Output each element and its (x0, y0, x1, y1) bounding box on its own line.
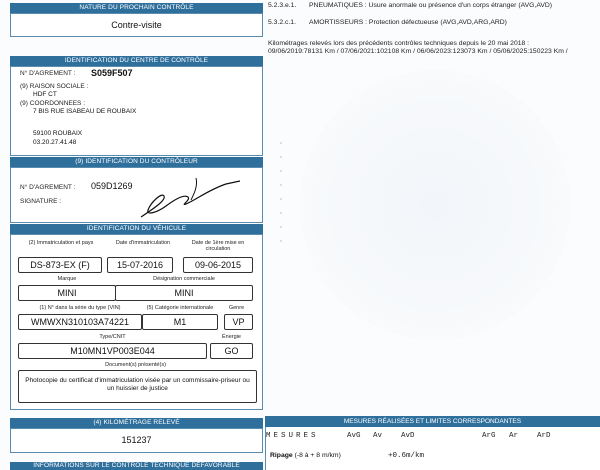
ripage-limits: (-8 à + 8 m/km) (294, 452, 341, 459)
vin-field: WMWXN310103A74221 (18, 314, 142, 330)
categorie-field: M1 (142, 314, 218, 330)
designation-caption: Désignation commerciale (153, 276, 215, 282)
defect1-code: 5.2.3.e.1. (268, 2, 297, 9)
vehicule-box (10, 234, 263, 410)
ripage-value: +0.6m/km (388, 452, 425, 460)
vehicule-header: IDENTIFICATION DU VÉHICULE (10, 224, 263, 234)
mesures-label: MESURES (266, 432, 319, 440)
perforation-dots (275, 130, 287, 254)
nature-header: NATURE DU PROCHAIN CONTRÔLE (10, 3, 263, 13)
raison-label: (9) RAISON SOCIALE : (20, 83, 89, 90)
energie-field: GO (210, 343, 253, 359)
defect2-code: 5.3.2.c.1. (268, 19, 296, 26)
col-avd: AvD (401, 432, 415, 440)
ripage-label (270, 452, 341, 459)
mesures-header: MESURES RÉALISÉES ET LIMITES CORRESPONDANTES (265, 416, 600, 427)
ripage-title: Ripage (270, 452, 293, 459)
km-box (10, 428, 263, 453)
vin-caption: (1) N° dans la série du type (VIN) (39, 305, 121, 311)
col-ar: Ar (509, 432, 519, 440)
marque-field: MINI (18, 285, 116, 301)
designation-field: MINI (115, 285, 253, 301)
nature-box (10, 13, 263, 37)
col-arg: ArG (482, 432, 496, 440)
signature-image (136, 172, 246, 222)
documents-caption: Document(s) présenté(s) (105, 362, 166, 368)
centre-box (10, 66, 263, 156)
address-line2: 59100 ROUBAIX (33, 130, 83, 137)
type-field: M10MN1VP003E044 (18, 343, 207, 359)
bottom-header: INFORMATIONS SUR LE CONTRÔLE TECHNIQUE DÉFAVORABLE (10, 462, 263, 470)
signature-label: SIGNATURE : (20, 198, 62, 205)
controleur-header: (9) IDENTIFICATION DU CONTRÔLEUR (10, 157, 263, 167)
centre-phone: 03.20.27.41.48 (33, 139, 77, 146)
controleur-agrement-label: N° D'AGREMENT : (20, 184, 76, 191)
centre-header: IDENTIFICATION DU CENTRE DE CONTRÔLE (10, 56, 263, 66)
km-history: Kilométrages relevés lors des précédents contrôles techniques depuis le 20 mai 2018 : 09/06/2019:78131 Km / 07/06/2021:102108 Km / 06/06/2023:123073 Km / 05/06/2025:150223 Km / (268, 40, 568, 56)
centre-agrement-value: S059F507 (91, 68, 133, 78)
date-immat-caption: Date d'immatriculation (115, 240, 171, 246)
col-av: Av (373, 432, 383, 440)
immat-caption: (2) Immatriculation et pays (28, 240, 94, 246)
energie-caption: Énergie (222, 334, 241, 340)
col-ard: ArD (537, 432, 551, 440)
defect2-text: AMORTISSEURS : Protection défectueuse (AVG,AVD,ARG,ARD) (309, 19, 507, 26)
watermark-seal (300, 70, 570, 340)
type-caption: Type/CNIT (99, 334, 126, 340)
documents-field: Photocopie du certificat d'immatriculation visée par un commissaire-priseur ou un huissier de justice (18, 370, 257, 403)
controleur-box (10, 167, 263, 223)
km-value: 151237 (121, 435, 152, 445)
categorie-caption: (5) Catégorie internationale (146, 305, 214, 311)
date-service-field: 09-06-2015 (183, 257, 253, 273)
marque-caption: Marque (57, 276, 77, 282)
address-line1: 7 BIS RUE ISABEAU DE ROUBAIX (33, 108, 137, 115)
coord-label: (9) COORDONNEES : (20, 100, 86, 107)
col-avg: AvG (347, 432, 361, 440)
date-immat-field: 15-07-2016 (107, 257, 173, 273)
nature-value: Contre-visite (111, 20, 162, 30)
raison-value: HDF CT (33, 91, 57, 98)
km-header: (4) KILOMÉTRAGE RELEVÉ (10, 418, 263, 428)
defect1-text: PNEUMATIQUES : Usure anormale ou présence d'un corps étranger (AVG,AVD) (309, 2, 553, 9)
immat-field: DS-873-EX (F) (18, 257, 102, 273)
genre-field: VP (224, 314, 253, 330)
centre-agrement-label: N° D'AGREMENT : (20, 70, 76, 77)
controleur-agrement-value: 059D1269 (91, 181, 133, 191)
mesures-box (265, 427, 600, 470)
genre-caption: Genre (228, 305, 245, 311)
date-service-caption: Date de 1ère mise en circulation (191, 240, 245, 252)
